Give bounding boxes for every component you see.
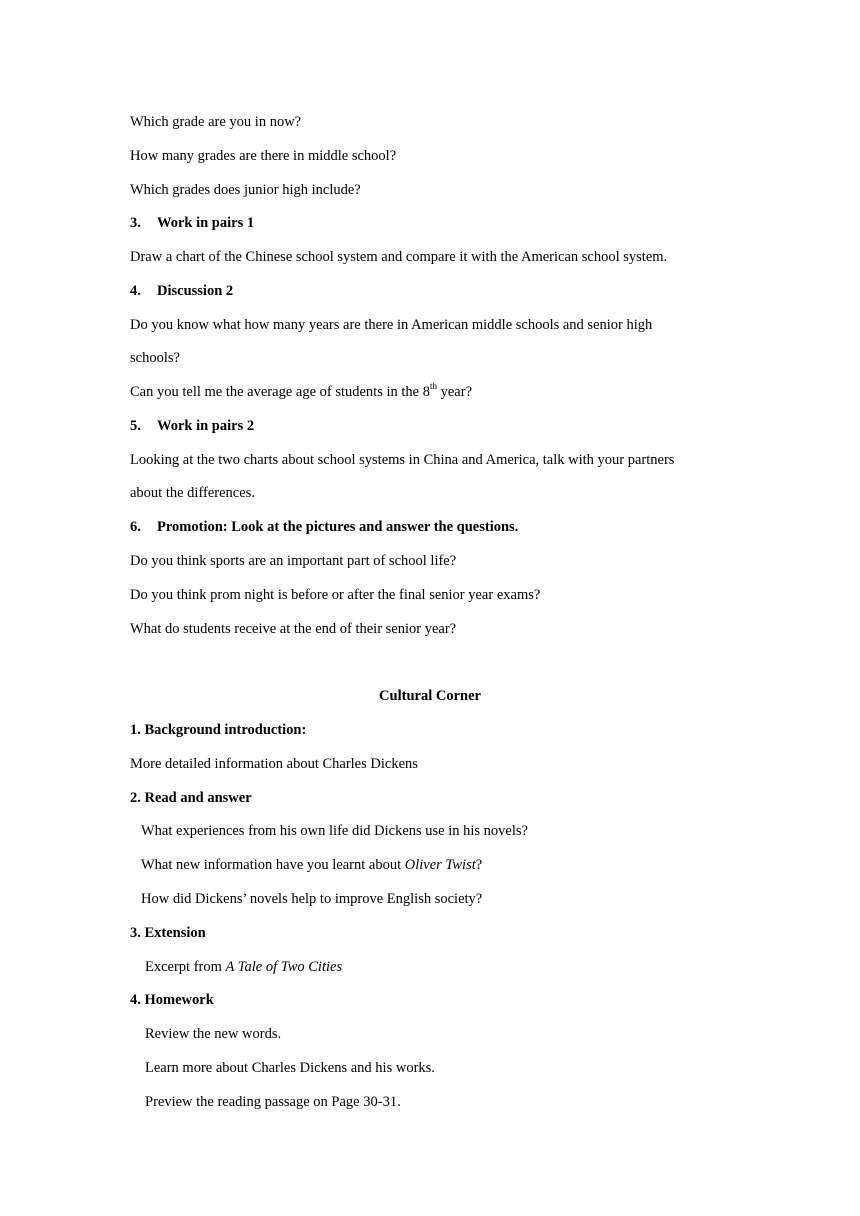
- extension-text: [145, 958, 342, 976]
- book-title-oliver-twist: Oliver Twist: [404, 857, 476, 873]
- promotion-question-receive: What do students receive at the end of their senior year?: [130, 621, 457, 637]
- question-grades-middle-school: How many grades are there in middle school?: [130, 148, 397, 164]
- section-title: Work in pairs 2: [157, 418, 255, 434]
- section-heading-promotion: [130, 518, 518, 536]
- background-introduction-text: More detailed information about Charles Dickens: [130, 756, 418, 772]
- section-number: 6.: [130, 519, 141, 535]
- read-and-answer-heading: 2. Read and answer: [130, 790, 252, 806]
- question-junior-high: Which grades does junior high include?: [130, 182, 361, 198]
- promotion-question-sports: Do you think sports are an important part of school life?: [130, 553, 457, 569]
- discussion-question-line-1: Do you know what how many years are there in American middle schools and senior high: [130, 317, 653, 333]
- section-heading-discussion-2: [130, 282, 233, 300]
- homework-item: Preview the reading passage on Page 30-31.: [145, 1094, 401, 1110]
- text-fragment: Excerpt from: [145, 959, 226, 975]
- section-title: Promotion: Look at the pictures and answer the questions.: [157, 519, 519, 535]
- question-grade-now: Which grade are you in now?: [130, 114, 302, 130]
- promotion-question-prom: Do you think prom night is before or after the final senior year exams?: [130, 587, 541, 603]
- homework-item: Review the new words.: [145, 1026, 282, 1042]
- discussion-question-line-2: schools?: [130, 350, 180, 366]
- section-number: 5.: [130, 418, 141, 434]
- work-in-pairs-2-line-1: Looking at the two charts about school systems in China and America, talk with your partners: [130, 452, 675, 468]
- read-question-oliver-twist: [141, 856, 482, 874]
- section-heading-work-in-pairs-2: [130, 417, 254, 435]
- read-question-society: How did Dickens’ novels help to improve English society?: [141, 891, 483, 907]
- extension-heading: 3. Extension: [130, 925, 206, 941]
- homework-item: Learn more about Charles Dickens and his works.: [145, 1060, 435, 1076]
- homework-heading: 4. Homework: [130, 992, 214, 1008]
- section-title: Work in pairs 1: [157, 215, 255, 231]
- work-in-pairs-2-line-2: about the differences.: [130, 485, 255, 501]
- section-heading-work-in-pairs-1: [130, 214, 254, 232]
- section-number: 3.: [130, 215, 141, 231]
- discussion-question-average-age: [130, 383, 472, 401]
- section-number: 4.: [130, 283, 141, 299]
- read-question-experiences: What experiences from his own life did Dickens use in his novels?: [141, 823, 528, 839]
- text-fragment: What new information have you learnt about: [141, 857, 405, 873]
- text-fragment: ?: [475, 857, 483, 873]
- work-in-pairs-1-text: Draw a chart of the Chinese school system and compare it with the American school system.: [130, 249, 668, 265]
- ordinal-superscript: th: [429, 381, 437, 392]
- background-introduction-heading: 1. Background introduction:: [130, 722, 307, 738]
- text-fragment: Can you tell me the average age of students in the 8: [130, 384, 430, 400]
- book-title-tale-of-two-cities: A Tale of Two Cities: [225, 959, 343, 975]
- text-fragment: year?: [437, 384, 473, 400]
- section-title: Discussion 2: [157, 283, 234, 299]
- cultural-corner-heading: Cultural Corner: [379, 688, 481, 704]
